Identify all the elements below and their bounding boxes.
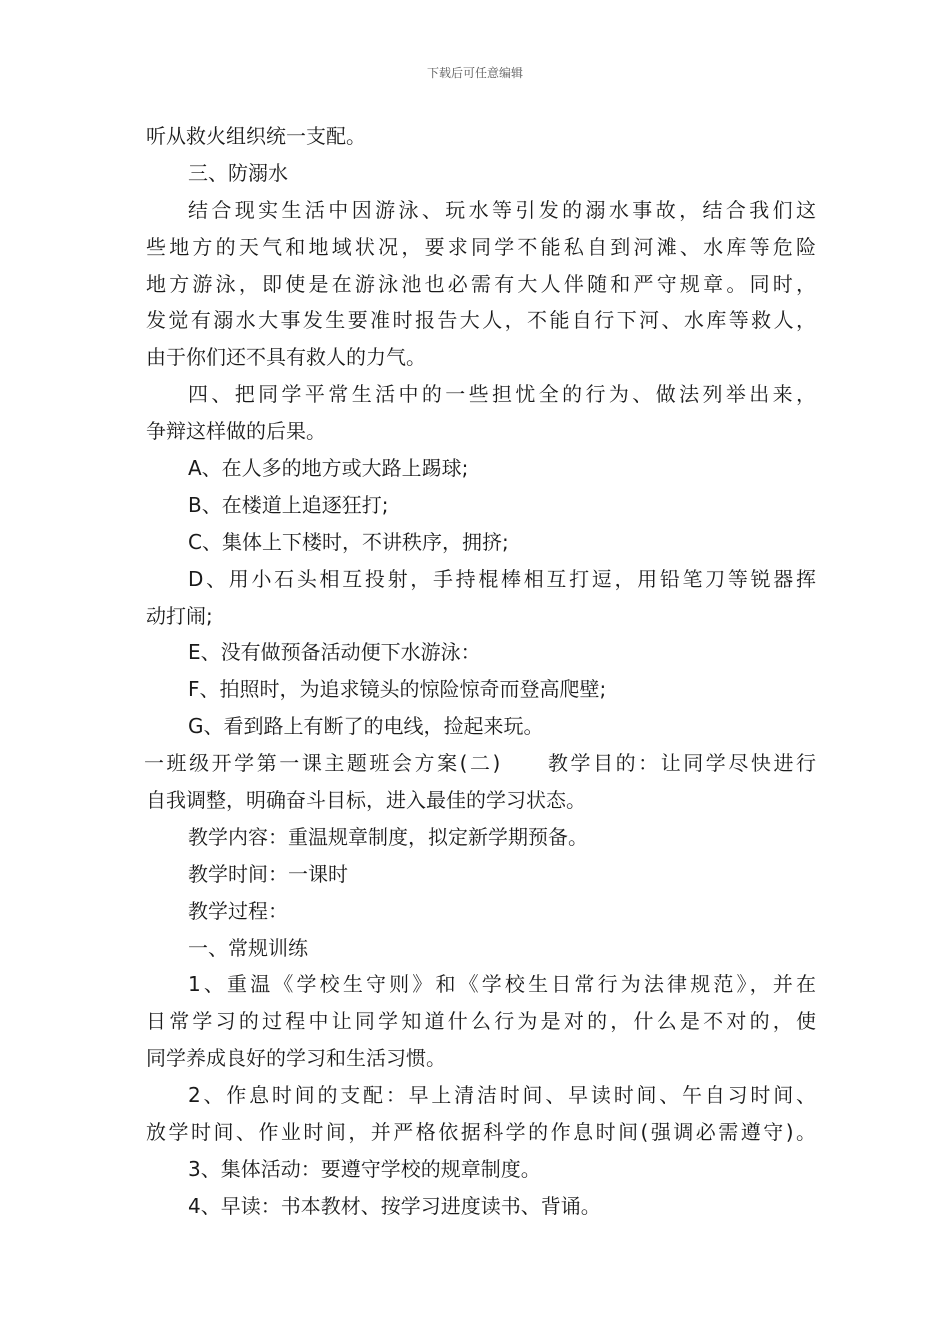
list-item: A、在人多的地方或大路上踢球; <box>188 456 469 481</box>
text-line: 1、重温《学校生守则》和《学校生日常行为法律规范》，并在 <box>188 972 816 997</box>
document-title-line: 一班级开学第一课主题班会方案(二) 教学目的：让同学尽快进行 <box>144 751 816 776</box>
text-line: 同学养成良好的学习和生活习惯。 <box>146 1046 446 1071</box>
list-item: B、在楼道上追逐狂打; <box>188 492 389 517</box>
list-item: F、拍照时，为追求镜头的惊险惊奇而登高爬壁; <box>188 677 607 702</box>
section-heading: 四、把同学平常生活中的一些担忧全的行为、做法列举出来， <box>188 382 816 407</box>
text-line: 发觉有溺水大事发生要准时报告大人，不能自行下河、水库等救人， <box>146 308 816 333</box>
text-line: 4、早读：书本教材、按学习进度读书、背诵。 <box>188 1193 601 1218</box>
document-body <box>146 118 816 1225</box>
text-line: 结合现实生活中因游泳、玩水等引发的溺水事故，结合我们这 <box>188 197 816 222</box>
text-line: 3、集体活动：要遵守学校的规章制度。 <box>188 1156 541 1181</box>
list-item: C、集体上下楼时，不讲秩序，拥挤; <box>188 529 509 554</box>
text-line: 日常学习的过程中让同学知道什么行为是对的，什么是不对的，使 <box>146 1009 816 1034</box>
section-heading: 一、常规训练 <box>188 935 308 960</box>
page-header-note: 下载后可任意编辑 <box>426 66 523 80</box>
text-line: 教学时间：一课时 <box>188 861 348 886</box>
text-line: 2、作息时间的支配：早上清洁时间、早读时间、午自习时间、 <box>188 1083 816 1108</box>
list-item: G、看到路上有断了的电线，捡起来玩。 <box>188 714 544 739</box>
text-line: 由于你们还不具有救人的力气。 <box>146 345 426 370</box>
list-item: D、用小石头相互投射，手持棍棒相互打逗，用铅笔刀等锐器挥 <box>188 566 816 591</box>
text-line: 教学过程： <box>188 898 288 923</box>
list-item-continuation: 动打闹; <box>146 603 213 628</box>
text-line: 教学内容：重温规章制度，拟定新学期预备。 <box>188 824 588 849</box>
list-item: E、没有做预备活动便下水游泳： <box>188 640 481 665</box>
text-line: 争辩这样做的后果。 <box>146 419 326 444</box>
text-line: 些地方的天气和地域状况，要求同学不能私自到河滩、水库等危险 <box>146 234 816 259</box>
text-line: 自我调整，明确奋斗目标，进入最佳的学习状态。 <box>146 788 586 813</box>
text-line: 地方游泳，即使是在游泳池也必需有大人伴随和严守规章。同时， <box>146 271 816 296</box>
text-line: 放学时间、作业时间，并严格依据科学的作息时间(强调必需遵守)。 <box>146 1120 816 1145</box>
text-line: 听从救火组织统一支配。 <box>146 124 366 148</box>
section-heading: 三、防溺水 <box>188 160 288 185</box>
